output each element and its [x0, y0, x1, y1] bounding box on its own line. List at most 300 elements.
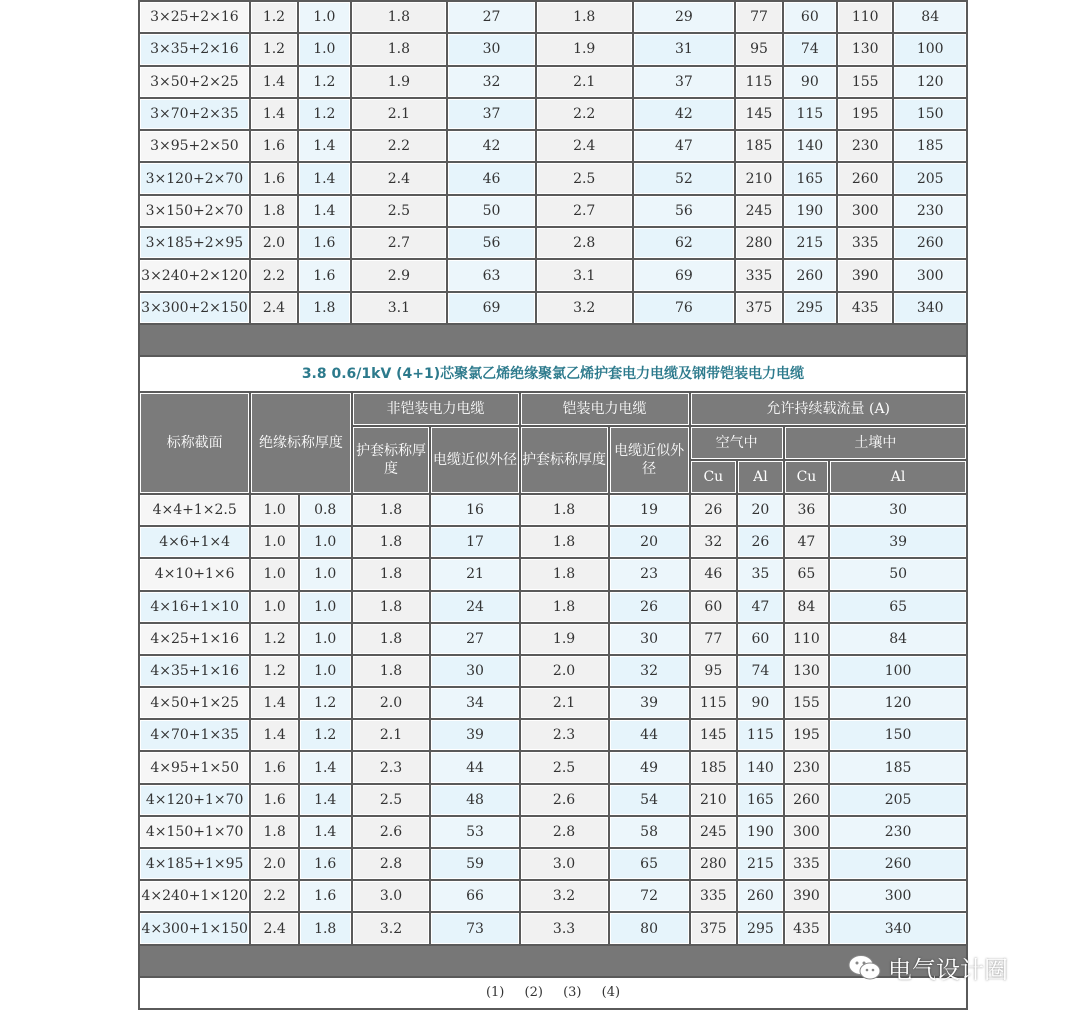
bottom-table-cell: 2.5 [353, 785, 430, 815]
bottom-table-cell: 44 [610, 720, 689, 750]
bottom-table-cell: 16 [431, 495, 518, 525]
table-row [140, 881, 966, 911]
bottom-table-cell: 77 [691, 624, 737, 654]
bottom-table-cell: 26 [691, 495, 737, 525]
table-row [140, 592, 966, 622]
bottom-table-cell: 90 [738, 688, 783, 718]
top-table-cell: 260 [838, 163, 892, 193]
watermark-text: 电气设计圈 [888, 956, 1008, 984]
bottom-table-cell: 74 [738, 656, 783, 686]
bottom-table-cell: 260 [785, 785, 829, 815]
top-table-cell: 185 [736, 131, 781, 161]
bottom-table-cell: 2.1 [521, 688, 608, 718]
table-row [140, 131, 966, 161]
bottom-table-cell: 4×240+1×120 [140, 881, 249, 911]
bottom-table-cell: 3.2 [521, 881, 608, 911]
bottom-table-cell: 1.0 [300, 592, 351, 622]
bottom-table-cell: 4×6+1×4 [140, 527, 249, 557]
table-row [140, 913, 966, 943]
bottom-table-cell: 30 [830, 495, 966, 525]
top-table-cell: 3×150+2×70 [140, 196, 249, 226]
bottom-table-cell: 1.8 [353, 656, 430, 686]
bottom-table-body [140, 495, 966, 944]
bottom-table-cell: 3.3 [521, 913, 608, 943]
bottom-table-cell: 32 [610, 656, 689, 686]
bottom-table-cell: 4×300+1×150 [140, 913, 249, 943]
bottom-table-cell: 4×95+1×50 [140, 752, 249, 782]
bottom-table-cell: 59 [431, 849, 518, 879]
bottom-table-cell: 280 [691, 849, 737, 879]
top-table-cell: 300 [894, 260, 966, 290]
wechat-icon [848, 954, 882, 982]
bottom-table-cell: 4×25+1×16 [140, 624, 249, 654]
bottom-table-cell: 26 [610, 592, 689, 622]
top-table-cell: 63 [448, 260, 535, 290]
bottom-table-cell: 155 [785, 688, 829, 718]
bottom-table-cell: 1.8 [353, 559, 430, 589]
bottom-table-cell: 35 [738, 559, 783, 589]
top-table-cell: 1.4 [251, 67, 297, 97]
top-table-cell: 37 [634, 67, 735, 97]
bottom-table-cell: 39 [610, 688, 689, 718]
top-table-cell: 1.4 [299, 131, 349, 161]
bottom-table-cell: 53 [431, 817, 518, 847]
bottom-table-cell: 300 [785, 817, 829, 847]
top-table-cell: 2.0 [251, 228, 297, 258]
bottom-table-cell: 1.4 [300, 785, 351, 815]
bottom-table-cell: 60 [738, 624, 783, 654]
top-table-cell: 42 [634, 99, 735, 129]
top-table-cell: 60 [784, 2, 836, 32]
table-row [140, 67, 966, 97]
bottom-table-cell: 17 [431, 527, 518, 557]
footer-note-1: (1) [485, 985, 505, 1000]
top-table-cell: 140 [784, 131, 836, 161]
top-table-cell: 230 [838, 131, 892, 161]
bottom-table-cell: 47 [738, 592, 783, 622]
bottom-table-cell: 1.0 [251, 495, 298, 525]
bottom-table-cell: 24 [431, 592, 518, 622]
header-insulation: 绝缘标称厚度 [251, 393, 350, 493]
bottom-table-cell: 84 [785, 592, 829, 622]
bottom-table-cell: 185 [830, 752, 966, 782]
bottom-table-cell: 4×4+1×2.5 [140, 495, 249, 525]
top-table-cell: 260 [894, 228, 966, 258]
table-row [140, 656, 966, 686]
top-table-cell: 3×120+2×70 [140, 163, 249, 193]
bottom-table-cell: 205 [830, 785, 966, 815]
bottom-table-cell: 230 [785, 752, 829, 782]
bottom-table-cell: 4×16+1×10 [140, 592, 249, 622]
table-row [140, 34, 966, 64]
top-table-cell: 1.6 [299, 228, 349, 258]
top-table-cell: 115 [736, 67, 781, 97]
bottom-table-cell: 2.0 [251, 849, 298, 879]
footer-notes [138, 978, 968, 1010]
top-table-cell: 390 [838, 260, 892, 290]
bottom-table-cell: 19 [610, 495, 689, 525]
top-table-cell: 1.0 [299, 34, 349, 64]
bottom-table-cell: 245 [691, 817, 737, 847]
top-table-cell: 3×25+2×16 [140, 2, 249, 32]
top-table-cell: 2.8 [537, 228, 632, 258]
top-table-cell: 335 [838, 228, 892, 258]
bottom-table-cell: 1.6 [300, 881, 351, 911]
table-row [140, 260, 966, 290]
bottom-table-cell: 20 [610, 527, 689, 557]
bottom-table-cell: 435 [785, 913, 829, 943]
bottom-table-cell: 1.2 [300, 720, 351, 750]
top-table-cell: 1.4 [251, 99, 297, 129]
bottom-table-cell: 4×150+1×70 [140, 817, 249, 847]
top-table-cell: 1.6 [299, 260, 349, 290]
top-table-cell: 150 [894, 99, 966, 129]
bottom-table-cell: 39 [830, 527, 966, 557]
bottom-table-cell: 47 [785, 527, 829, 557]
table-row [140, 2, 966, 32]
top-table-filler [140, 325, 966, 355]
header-sheath-thickness-armored: 护套标称厚度 [521, 427, 608, 493]
bottom-table-cell: 390 [785, 881, 829, 911]
top-table-cell: 1.6 [251, 131, 297, 161]
bottom-table-cell: 26 [738, 527, 783, 557]
top-table-cell: 295 [784, 293, 836, 323]
top-table-body [140, 2, 966, 323]
bottom-table-cell: 215 [738, 849, 783, 879]
header-cu-air: Cu [691, 461, 737, 493]
bottom-table-cell: 1.9 [521, 624, 608, 654]
top-table-cell: 3×95+2×50 [140, 131, 249, 161]
bottom-table-cell: 1.6 [300, 849, 351, 879]
top-table-cell: 1.8 [299, 293, 349, 323]
top-table-cell: 56 [448, 228, 535, 258]
header-outer-diameter: 电缆近似外径 [431, 427, 518, 493]
top-table-cell: 110 [838, 2, 892, 32]
bottom-table-cell: 1.6 [251, 785, 298, 815]
bottom-table-cell: 140 [738, 752, 783, 782]
top-table-cell: 120 [894, 67, 966, 97]
bottom-table-cell: 44 [431, 752, 518, 782]
bottom-table-cell: 300 [830, 881, 966, 911]
table-row [140, 495, 966, 525]
bottom-table-cell: 2.3 [521, 720, 608, 750]
top-table-cell: 2.2 [251, 260, 297, 290]
table-row [140, 752, 966, 782]
bottom-table-cell: 2.0 [353, 688, 430, 718]
bottom-table-cell: 3.2 [353, 913, 430, 943]
top-table-cell: 37 [448, 99, 535, 129]
top-table-cell: 2.7 [537, 196, 632, 226]
top-table-cell: 3×70+2×35 [140, 99, 249, 129]
header-in-air: 空气中 [691, 427, 783, 459]
bottom-table-cell: 1.8 [521, 559, 608, 589]
top-table-cell: 32 [448, 67, 535, 97]
bottom-table-cell: 120 [830, 688, 966, 718]
bottom-table-cell: 95 [691, 656, 737, 686]
bottom-table-cell: 3.0 [521, 849, 608, 879]
bottom-table-cell: 0.8 [300, 495, 351, 525]
bottom-table-cell: 1.0 [300, 527, 351, 557]
top-table-cell: 46 [448, 163, 535, 193]
top-table-cell: 185 [894, 131, 966, 161]
table-caption: 3.8 0.6/1kV (4+1)芯聚氯乙烯绝缘聚氯乙烯护套电力电缆及钢带铠装电力电缆 [138, 357, 968, 391]
header-row-1 [140, 393, 966, 425]
watermark [848, 950, 1008, 985]
top-table-cell: 52 [634, 163, 735, 193]
top-table-cell: 30 [448, 34, 535, 64]
bottom-table-cell: 335 [691, 881, 737, 911]
bottom-table-cell: 2.6 [353, 817, 430, 847]
bottom-table-cell: 1.2 [251, 656, 298, 686]
top-table-cell: 1.2 [299, 99, 349, 129]
top-table-cell: 2.4 [537, 131, 632, 161]
table-row [140, 196, 966, 226]
bottom-table-cell: 54 [610, 785, 689, 815]
bottom-table-cell: 110 [785, 624, 829, 654]
bottom-table-cell: 1.8 [521, 495, 608, 525]
table-row [140, 688, 966, 718]
top-table-cell: 145 [736, 99, 781, 129]
table-row [140, 849, 966, 879]
bottom-table-cell: 4×35+1×16 [140, 656, 249, 686]
bottom-table-cell: 2.1 [353, 720, 430, 750]
bottom-table-cell: 115 [738, 720, 783, 750]
bottom-table-cell: 130 [785, 656, 829, 686]
top-table-cell: 1.2 [251, 34, 297, 64]
top-table-cell: 50 [448, 196, 535, 226]
table-row [140, 624, 966, 654]
top-table-cell: 1.8 [352, 2, 447, 32]
top-table-cell: 195 [838, 99, 892, 129]
top-table-cell: 3.1 [537, 260, 632, 290]
top-table-cell: 115 [784, 99, 836, 129]
table-row [140, 559, 966, 589]
bottom-table-cell: 48 [431, 785, 518, 815]
top-table-cell: 230 [894, 196, 966, 226]
bottom-table-cell: 1.0 [251, 592, 298, 622]
top-table-cell: 90 [784, 67, 836, 97]
top-table-cell: 31 [634, 34, 735, 64]
top-table-cell: 1.6 [251, 163, 297, 193]
bottom-table-cell: 335 [785, 849, 829, 879]
bottom-table-cell: 2.8 [353, 849, 430, 879]
bottom-table-cell: 80 [610, 913, 689, 943]
table-row [140, 163, 966, 193]
bottom-table-cell: 1.0 [251, 527, 298, 557]
top-table-cell: 1.8 [352, 34, 447, 64]
top-table-cell: 375 [736, 293, 781, 323]
header-unarmored: 非铠装电力电缆 [353, 393, 519, 425]
bottom-table-cell: 1.8 [521, 592, 608, 622]
table-4plus1-core [138, 391, 968, 978]
bottom-table-cell: 50 [830, 559, 966, 589]
bottom-table-cell: 4×50+1×25 [140, 688, 249, 718]
bottom-table-cell: 72 [610, 881, 689, 911]
top-table-cell: 3×185+2×95 [140, 228, 249, 258]
table-row [140, 99, 966, 129]
top-table-cell: 2.4 [352, 163, 447, 193]
header-ampacity: 允许持续载流量 (A) [691, 393, 966, 425]
top-table-cell: 215 [784, 228, 836, 258]
top-table-cell: 2.9 [352, 260, 447, 290]
header-armored: 铠装电力电缆 [521, 393, 689, 425]
bottom-table-cell: 60 [691, 592, 737, 622]
table-row [140, 293, 966, 323]
top-table-cell: 1.8 [251, 196, 297, 226]
bottom-table-cell: 165 [738, 785, 783, 815]
bottom-table-cell: 2.5 [521, 752, 608, 782]
bottom-table-cell: 1.0 [300, 624, 351, 654]
bottom-table-cell: 210 [691, 785, 737, 815]
bottom-table-cell: 145 [691, 720, 737, 750]
footer-note-3: (3) [563, 985, 582, 1000]
top-table-cell: 1.4 [299, 196, 349, 226]
top-table-cell: 47 [634, 131, 735, 161]
bottom-table-cell: 1.8 [300, 913, 351, 943]
bottom-table-cell: 190 [738, 817, 783, 847]
table-row [140, 785, 966, 815]
table-row [140, 817, 966, 847]
top-table-cell: 335 [736, 260, 781, 290]
bottom-table-cell: 73 [431, 913, 518, 943]
bottom-table-cell: 340 [830, 913, 966, 943]
cable-spec-sheet [138, 0, 968, 1013]
bottom-table-cell: 21 [431, 559, 518, 589]
bottom-table-cell: 1.8 [521, 527, 608, 557]
top-table-cell: 3.1 [352, 293, 447, 323]
bottom-table-cell: 32 [691, 527, 737, 557]
top-table-cell: 205 [894, 163, 966, 193]
top-table-cell: 300 [838, 196, 892, 226]
bottom-table-cell: 1.8 [353, 527, 430, 557]
bottom-table-cell: 115 [691, 688, 737, 718]
header-in-soil: 土壤中 [785, 427, 966, 459]
bottom-table-cell: 1.4 [300, 817, 351, 847]
bottom-table-cell: 4×70+1×35 [140, 720, 249, 750]
top-table-cell: 2.4 [251, 293, 297, 323]
top-table-cell: 130 [838, 34, 892, 64]
bottom-table-cell: 1.6 [251, 752, 298, 782]
bottom-table-cell: 1.4 [251, 720, 298, 750]
bottom-table-cell: 1.8 [353, 624, 430, 654]
bottom-table-cell: 2.2 [251, 881, 298, 911]
top-table-cell: 27 [448, 2, 535, 32]
top-table-cell: 69 [634, 260, 735, 290]
top-table-cell: 3×35+2×16 [140, 34, 249, 64]
top-table-cell: 245 [736, 196, 781, 226]
bottom-table-cell: 2.0 [521, 656, 608, 686]
top-table-cell: 155 [838, 67, 892, 97]
table-row [140, 228, 966, 258]
bottom-table-cell: 1.8 [251, 817, 298, 847]
table-row [140, 527, 966, 557]
header-section: 标称截面 [140, 393, 249, 493]
bottom-table-cell: 39 [431, 720, 518, 750]
bottom-table-cell: 49 [610, 752, 689, 782]
bottom-table-cell: 46 [691, 559, 737, 589]
bottom-table-cell: 260 [830, 849, 966, 879]
top-table-cell: 76 [634, 293, 735, 323]
bottom-table-cell: 65 [830, 592, 966, 622]
bottom-table-cell: 230 [830, 817, 966, 847]
header-outer-diameter-armored: 电缆近似外径 [610, 427, 689, 493]
top-table-cell: 62 [634, 228, 735, 258]
bottom-table-cell: 20 [738, 495, 783, 525]
bottom-table-cell: 30 [431, 656, 518, 686]
top-table-cell: 69 [448, 293, 535, 323]
top-table-cell: 190 [784, 196, 836, 226]
top-table-cell: 1.9 [537, 34, 632, 64]
bottom-table-cell: 23 [610, 559, 689, 589]
top-table-cell: 84 [894, 2, 966, 32]
top-table-cell: 1.2 [251, 2, 297, 32]
top-table-cell: 2.2 [537, 99, 632, 129]
bottom-table-cell: 30 [610, 624, 689, 654]
bottom-table-cell: 100 [830, 656, 966, 686]
bottom-table-cell: 195 [785, 720, 829, 750]
top-table-cell: 1.8 [537, 2, 632, 32]
top-table-cell: 56 [634, 196, 735, 226]
top-table-cell: 1.2 [299, 67, 349, 97]
bottom-table-cell: 65 [785, 559, 829, 589]
top-table-cell: 3×300+2×150 [140, 293, 249, 323]
top-table-cell: 260 [784, 260, 836, 290]
top-table-cell: 2.7 [352, 228, 447, 258]
header-sheath-thickness: 护套标称厚度 [353, 427, 430, 493]
bottom-table-cell: 1.0 [251, 559, 298, 589]
bottom-table-cell: 375 [691, 913, 737, 943]
bottom-table-cell: 1.0 [300, 559, 351, 589]
header-al-soil: Al [830, 461, 966, 493]
bottom-table-cell: 1.0 [300, 656, 351, 686]
bottom-table-cell: 4×185+1×95 [140, 849, 249, 879]
bottom-table-cell: 2.8 [521, 817, 608, 847]
top-table-cell: 1.9 [352, 67, 447, 97]
bottom-table-cell: 4×120+1×70 [140, 785, 249, 815]
bottom-table-cell: 3.0 [353, 881, 430, 911]
top-table-cell: 165 [784, 163, 836, 193]
top-table-cell: 280 [736, 228, 781, 258]
top-table-cell: 74 [784, 34, 836, 64]
header-cu-soil: Cu [785, 461, 829, 493]
bottom-table-cell: 1.8 [353, 592, 430, 622]
top-table-cell: 340 [894, 293, 966, 323]
top-table-cell: 2.2 [352, 131, 447, 161]
bottom-table-cell: 84 [830, 624, 966, 654]
bottom-table-cell: 2.6 [521, 785, 608, 815]
top-table-cell: 435 [838, 293, 892, 323]
bottom-table-cell: 1.4 [300, 752, 351, 782]
top-table-cell: 2.1 [352, 99, 447, 129]
bottom-table-cell: 150 [830, 720, 966, 750]
top-table-cell: 3.2 [537, 293, 632, 323]
top-table-cell: 1.0 [299, 2, 349, 32]
bottom-table-cell: 1.2 [300, 688, 351, 718]
top-table-cell: 95 [736, 34, 781, 64]
bottom-table-cell: 185 [691, 752, 737, 782]
bottom-table-cell: 65 [610, 849, 689, 879]
footer-note-2: (2) [524, 985, 543, 1000]
bottom-table-cell: 66 [431, 881, 518, 911]
bottom-table-cell: 2.4 [251, 913, 298, 943]
top-table-cell: 29 [634, 2, 735, 32]
footer-note-4: (4) [601, 985, 621, 1000]
bottom-table-cell: 2.3 [353, 752, 430, 782]
table-3plus2-core [138, 0, 968, 357]
top-table-cell: 1.4 [299, 163, 349, 193]
bottom-table-cell: 260 [738, 881, 783, 911]
bottom-table-cell: 58 [610, 817, 689, 847]
